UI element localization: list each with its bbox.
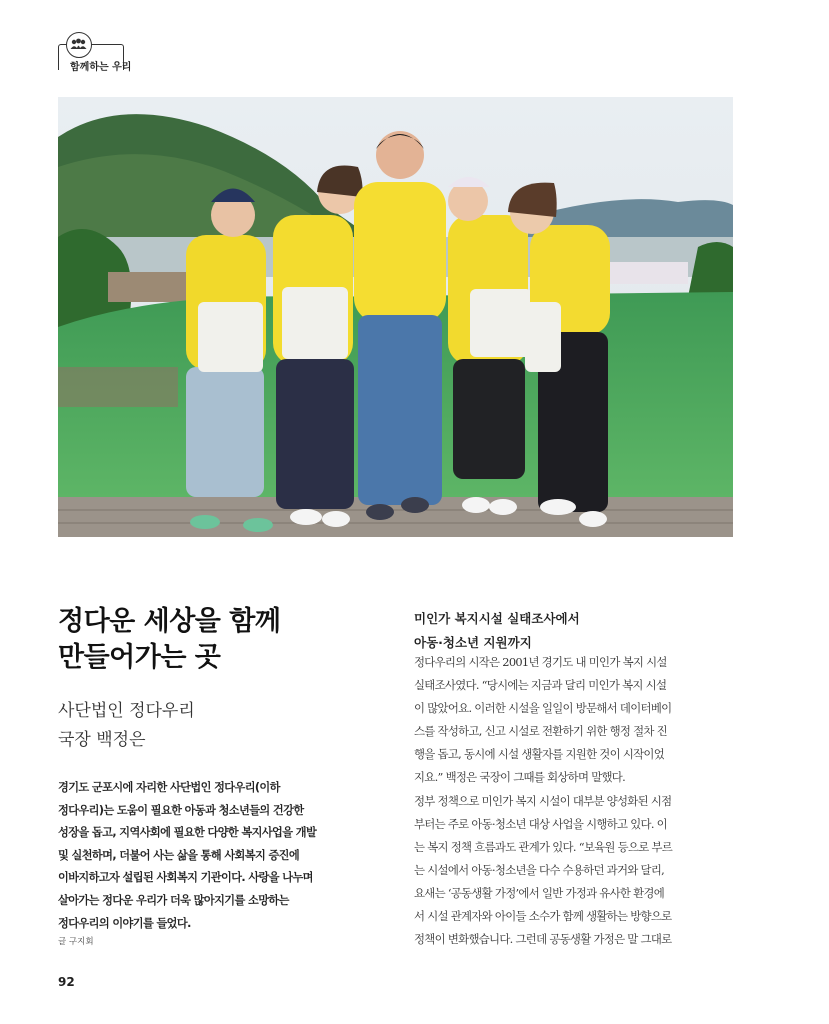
body-line: 이 많았어요. 이러한 시설을 일일이 방문해서 데이터베이 <box>414 701 672 716</box>
body-line: 서 시설 관계자와 아이들 소수가 함께 생활하는 방향으로 <box>414 909 672 924</box>
lead-line: 정다우리)는 도움이 필요한 아동과 청소년들의 건강한 <box>58 803 304 817</box>
body-line: 부터는 주로 아동·청소년 대상 사업을 시행하고 있다. 이 <box>414 816 667 831</box>
body-line: 는 시설에서 아동·청소년을 다수 수용하던 과거와 달리, <box>414 862 665 877</box>
interviewee-name: 국장 백정은 <box>58 730 146 750</box>
body-line: 는 복지 정책 흐름과도 관계가 있다. “보육원 등으로 부르 <box>414 839 673 854</box>
people-circle-icon <box>66 32 92 58</box>
lead-line: 이바지하고자 설립된 사회복지 기관이다. 사랑을 나누며 <box>58 871 313 885</box>
body-line: 지요.” 백정은 국장이 그때를 회상하며 말했다. <box>414 770 626 785</box>
article-title <box>58 604 378 676</box>
title-line: 정다운 세상을 함께 <box>58 606 281 637</box>
body-line: 행을 돕고, 동시에 시설 생활자를 지원한 것이 시작이었 <box>414 747 665 762</box>
article-subtitle <box>58 697 378 755</box>
lead-line: 살아가는 정다운 우리가 더욱 많아지기를 소망하는 <box>58 893 289 907</box>
subheading-line: 미인가 복지시설 실태조사에서 <box>414 611 580 626</box>
group-photo <box>58 97 733 537</box>
subheading-line: 아동·청소년 지원까지 <box>414 635 532 650</box>
body-line: 정책이 변화했습니다. 그런데 공동생활 가정은 말 그대로 <box>414 932 672 947</box>
body-line: 실태조사였다. “당시에는 지금과 달리 미인가 복지 시설 <box>414 678 667 693</box>
lead-line: 성장을 돕고, 지역사회에 필요한 다양한 복지사업을 개발 <box>58 826 317 840</box>
body-line: 스를 작성하고, 신고 시설로 전환하기 위한 행정 절차 진 <box>414 724 667 739</box>
section-header <box>58 30 132 73</box>
lead-paragraph <box>58 777 358 935</box>
page-number: 92 <box>58 975 75 989</box>
body-line: 정부 정책으로 미인가 복지 시설이 대부분 양성화된 시점 <box>414 793 672 808</box>
lead-line: 경기도 군포시에 자리한 사단법인 정다우리(이하 <box>58 781 280 794</box>
byline: 글 구지회 <box>58 937 94 947</box>
section-label: 함께하는 우리 <box>70 62 132 73</box>
body-text <box>414 651 736 951</box>
body-line: 정다우리의 시작은 2001년 경기도 내 미인가 복지 시설 <box>414 655 667 669</box>
organization-name: 사단법인 정다우리 <box>58 701 195 721</box>
lead-line: 및 실천하며, 더불어 사는 삶을 통해 사회복지 증진에 <box>58 848 300 862</box>
body-line: 요새는 ‘공동생활 가정’에서 일반 가정과 유사한 환경에 <box>414 885 665 900</box>
lead-line: 정다우리의 이야기를 들었다. <box>58 916 191 930</box>
title-line: 만들어가는 곳 <box>58 642 221 673</box>
section-subheading <box>414 607 734 655</box>
